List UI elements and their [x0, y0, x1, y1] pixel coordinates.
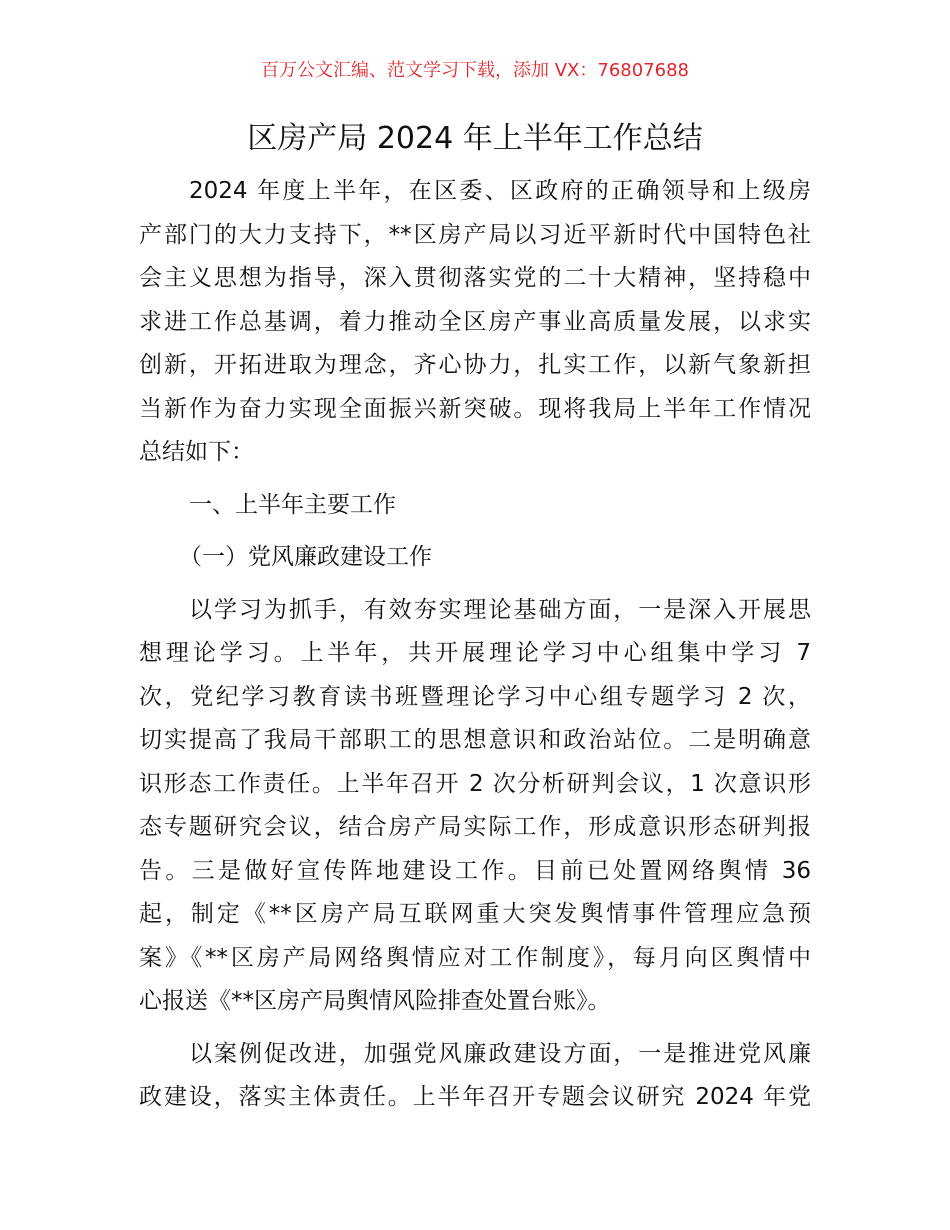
paragraph-line: 告。三是做好宣传阵地建设工作。目前已处置网络舆情 36: [139, 857, 811, 884]
paragraph-line: 求进工作总基调，着力推动全区房产事业高质量发展，以求实: [139, 308, 811, 335]
intro-paragraph: [139, 170, 811, 475]
paragraph-line: 以案例促改进，加强党风廉政建设方面，一是推进党风廉: [189, 1040, 811, 1067]
paragraph-line: 心报送《**区房产局舆情风险排查处置台账》。: [139, 988, 611, 1014]
body-paragraph: [139, 1033, 811, 1120]
paragraph-line: 起，制定《**区房产局互联网重大突发舆情事件管理应急预: [139, 901, 811, 927]
paragraph-line: 产部门的大力支持下，**区房产局以习近平新时代中国特色社: [139, 221, 811, 248]
paragraph-line: 次，党纪学习教育读书班暨理论学习中心组专题学习 2 次，: [139, 683, 811, 710]
paragraph-line: 政建设，落实主体责任。上半年召开专题会议研究 2024 年党: [139, 1084, 811, 1110]
watermark-banner: 百万公文汇编、范文学习下载，添加 VX：76807688: [261, 60, 689, 81]
paragraph-line: 当新作为奋力实现全面振兴新突破。现将我局上半年工作情况: [139, 395, 811, 422]
paragraph-line: 识形态工作责任。上半年召开 2 次分析研判会议，1 次意识形: [139, 770, 811, 797]
paragraph-line: 以学习为抓手，有效夯实理论基础方面，一是深入开展思: [189, 596, 811, 623]
document-body: [139, 170, 811, 1129]
paragraph-line: 会主义思想为指导，深入贯彻落实党的二十大精神，坚持稳中: [139, 265, 811, 291]
document-title: 区房产局 2024 年上半年工作总结: [247, 121, 703, 156]
paragraph-line: 态专题研究会议，结合房产局实际工作，形成意识形态研判报: [139, 814, 811, 840]
body-paragraph: [139, 589, 811, 1024]
paragraph-line: 2024 年度上半年，在区委、区政府的正确领导和上级房: [189, 178, 811, 204]
paragraph-line: 总结如下：: [139, 439, 254, 465]
paragraph-line: 案》《**区房产局网络舆情应对工作制度》，每月向区舆情中: [139, 944, 811, 971]
paragraph-line: 想理论学习。上半年，共开展理论学习中心组集中学习 7: [139, 640, 811, 666]
paragraph-line: 切实提高了我局干部职工的思想意识和政治站位。二是明确意: [139, 727, 811, 753]
paragraph-line: 创新，开拓进取为理念，齐心协力，扎实工作，以新气象新担: [139, 352, 811, 378]
subsection-heading: （一）党风廉政建设工作: [179, 544, 432, 570]
section-heading: 一、上半年主要工作: [189, 491, 396, 518]
